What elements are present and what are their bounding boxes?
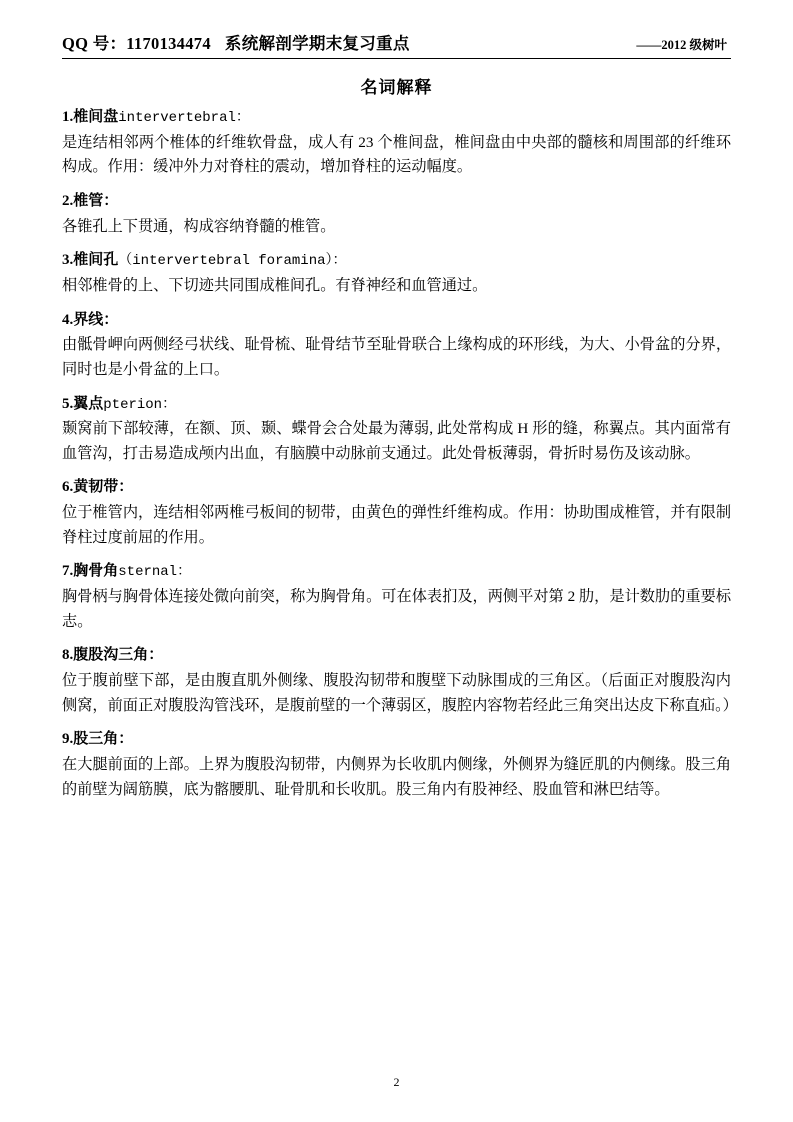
entry-body: 胸骨柄与胸骨体连接处微向前突，称为胸骨角。可在体表扪及，两侧平对第 2 肋，是计数肋的重要标志。 [62,588,731,630]
entry-title [62,728,731,752]
header-author-note: ——2012 级树叶 [636,38,727,52]
entry-number: 5. [62,395,74,412]
qq-label: QQ 号： [62,34,127,53]
glossary-entry [62,560,731,634]
entry-body: 各锥孔上下贯通，构成容纳脊髓的椎管。 [62,217,336,235]
entry-title [62,309,731,333]
entry-title [62,249,731,273]
glossary-entry [62,644,738,718]
entry-title [62,190,731,214]
entry-body: 由骶骨岬向两侧经弓状线、耻骨梳、耻骨结节至耻骨联合上缘构成的环形线，为大、小骨盆的分界，同时也是小骨盆的上口。 [62,336,731,378]
entry-number: 9. [62,731,74,748]
entry-term: 椎间盘 [73,109,119,125]
entry-body: 位于腹前壁下部，是由腹直肌外侧缘、腹股沟韧带和腹壁下动脉围成的三角区。（后面正对腹股沟内侧窝，前面正对腹股沟管浅环，是腹前壁的一个薄弱区，腹腔内容物若经此三角突出达皮下称直疝。） [62,672,738,714]
page-number: 2 [393,1075,400,1089]
entry-english: sternal： [118,564,192,581]
entry-body: 相邻椎骨的上、下切迹共同围成椎间孔。有脊神经和血管通过。 [62,276,488,294]
entry-number: 1. [62,109,74,125]
entry-body: 是连结相邻两个椎体的纤维软骨盘，成人有 23 个椎间盘，椎间盘由中央部的髓核和周围部的纤维环构成。作用：缓冲外力对脊柱的震动，增加脊柱的运动幅度。 [62,133,731,176]
entry-title [62,560,731,584]
entry-number: 6. [62,479,74,496]
entry-term: 腹股沟三角： [73,647,164,664]
entry-body: 颞窝前下部较薄，在额、顶、颞、蝶骨会合处最为薄弱, 此处常构成 H 形的缝，称翼点。其内面常有血管沟，打击易造成颅内出血，有脑膜中动脉前支通过。此处骨板薄弱，骨折时易伤及该动脉。 [62,420,731,462]
entry-term: 椎管： [73,192,119,209]
entry-body: 在大腿前面的上部。上界为腹股沟韧带，内侧界为长收肌内侧缘，外侧界为缝匠肌的内侧缘。股三角的前壁为阔筋膜，底为髂腰肌、耻骨肌和长收肌。股三角内有股神经、股血管和淋巴结等。 [62,755,731,798]
header-left-block [62,30,410,54]
entry-term: 股三角： [73,731,134,748]
glossary-entry [62,476,731,550]
glossary-entry [62,309,731,383]
entry-title [62,476,731,500]
glossary-entry [62,106,731,180]
entry-title [62,393,731,417]
entry-number: 7. [62,563,74,580]
page-header [62,30,731,59]
entry-english: pterion： [103,396,177,413]
entry-title [62,106,731,130]
header-subject: 系统解剖学期末复习重点 [224,34,410,53]
entry-term: 翼点 [73,395,104,412]
glossary-entry [62,249,731,298]
entry-number: 2. [62,192,74,209]
entry-term: 界线： [73,311,119,328]
glossary-entry [62,190,731,239]
entry-english: （intervertebral foramina）： [118,253,347,270]
entry-number: 3. [62,252,74,269]
entry-body: 位于椎管内，连结相邻两椎弓板间的韧带，由黄色的弹性纤维构成。作用：协助围成椎管，并有限制脊柱过度前屈的作用。 [62,504,731,546]
glossary-entry [62,393,731,467]
entry-term: 椎间孔 [73,252,119,269]
glossary-entry [62,728,731,802]
entry-term: 胸骨角 [73,563,119,580]
entry-title [62,644,731,668]
qq-number: 1170134474 [126,34,211,53]
entry-number: 8. [62,647,74,664]
entry-english: intervertebral： [118,110,250,126]
entry-number: 4. [62,311,74,328]
page-title: 名词解释 [360,78,433,97]
entry-term: 黄韧带： [73,479,134,496]
